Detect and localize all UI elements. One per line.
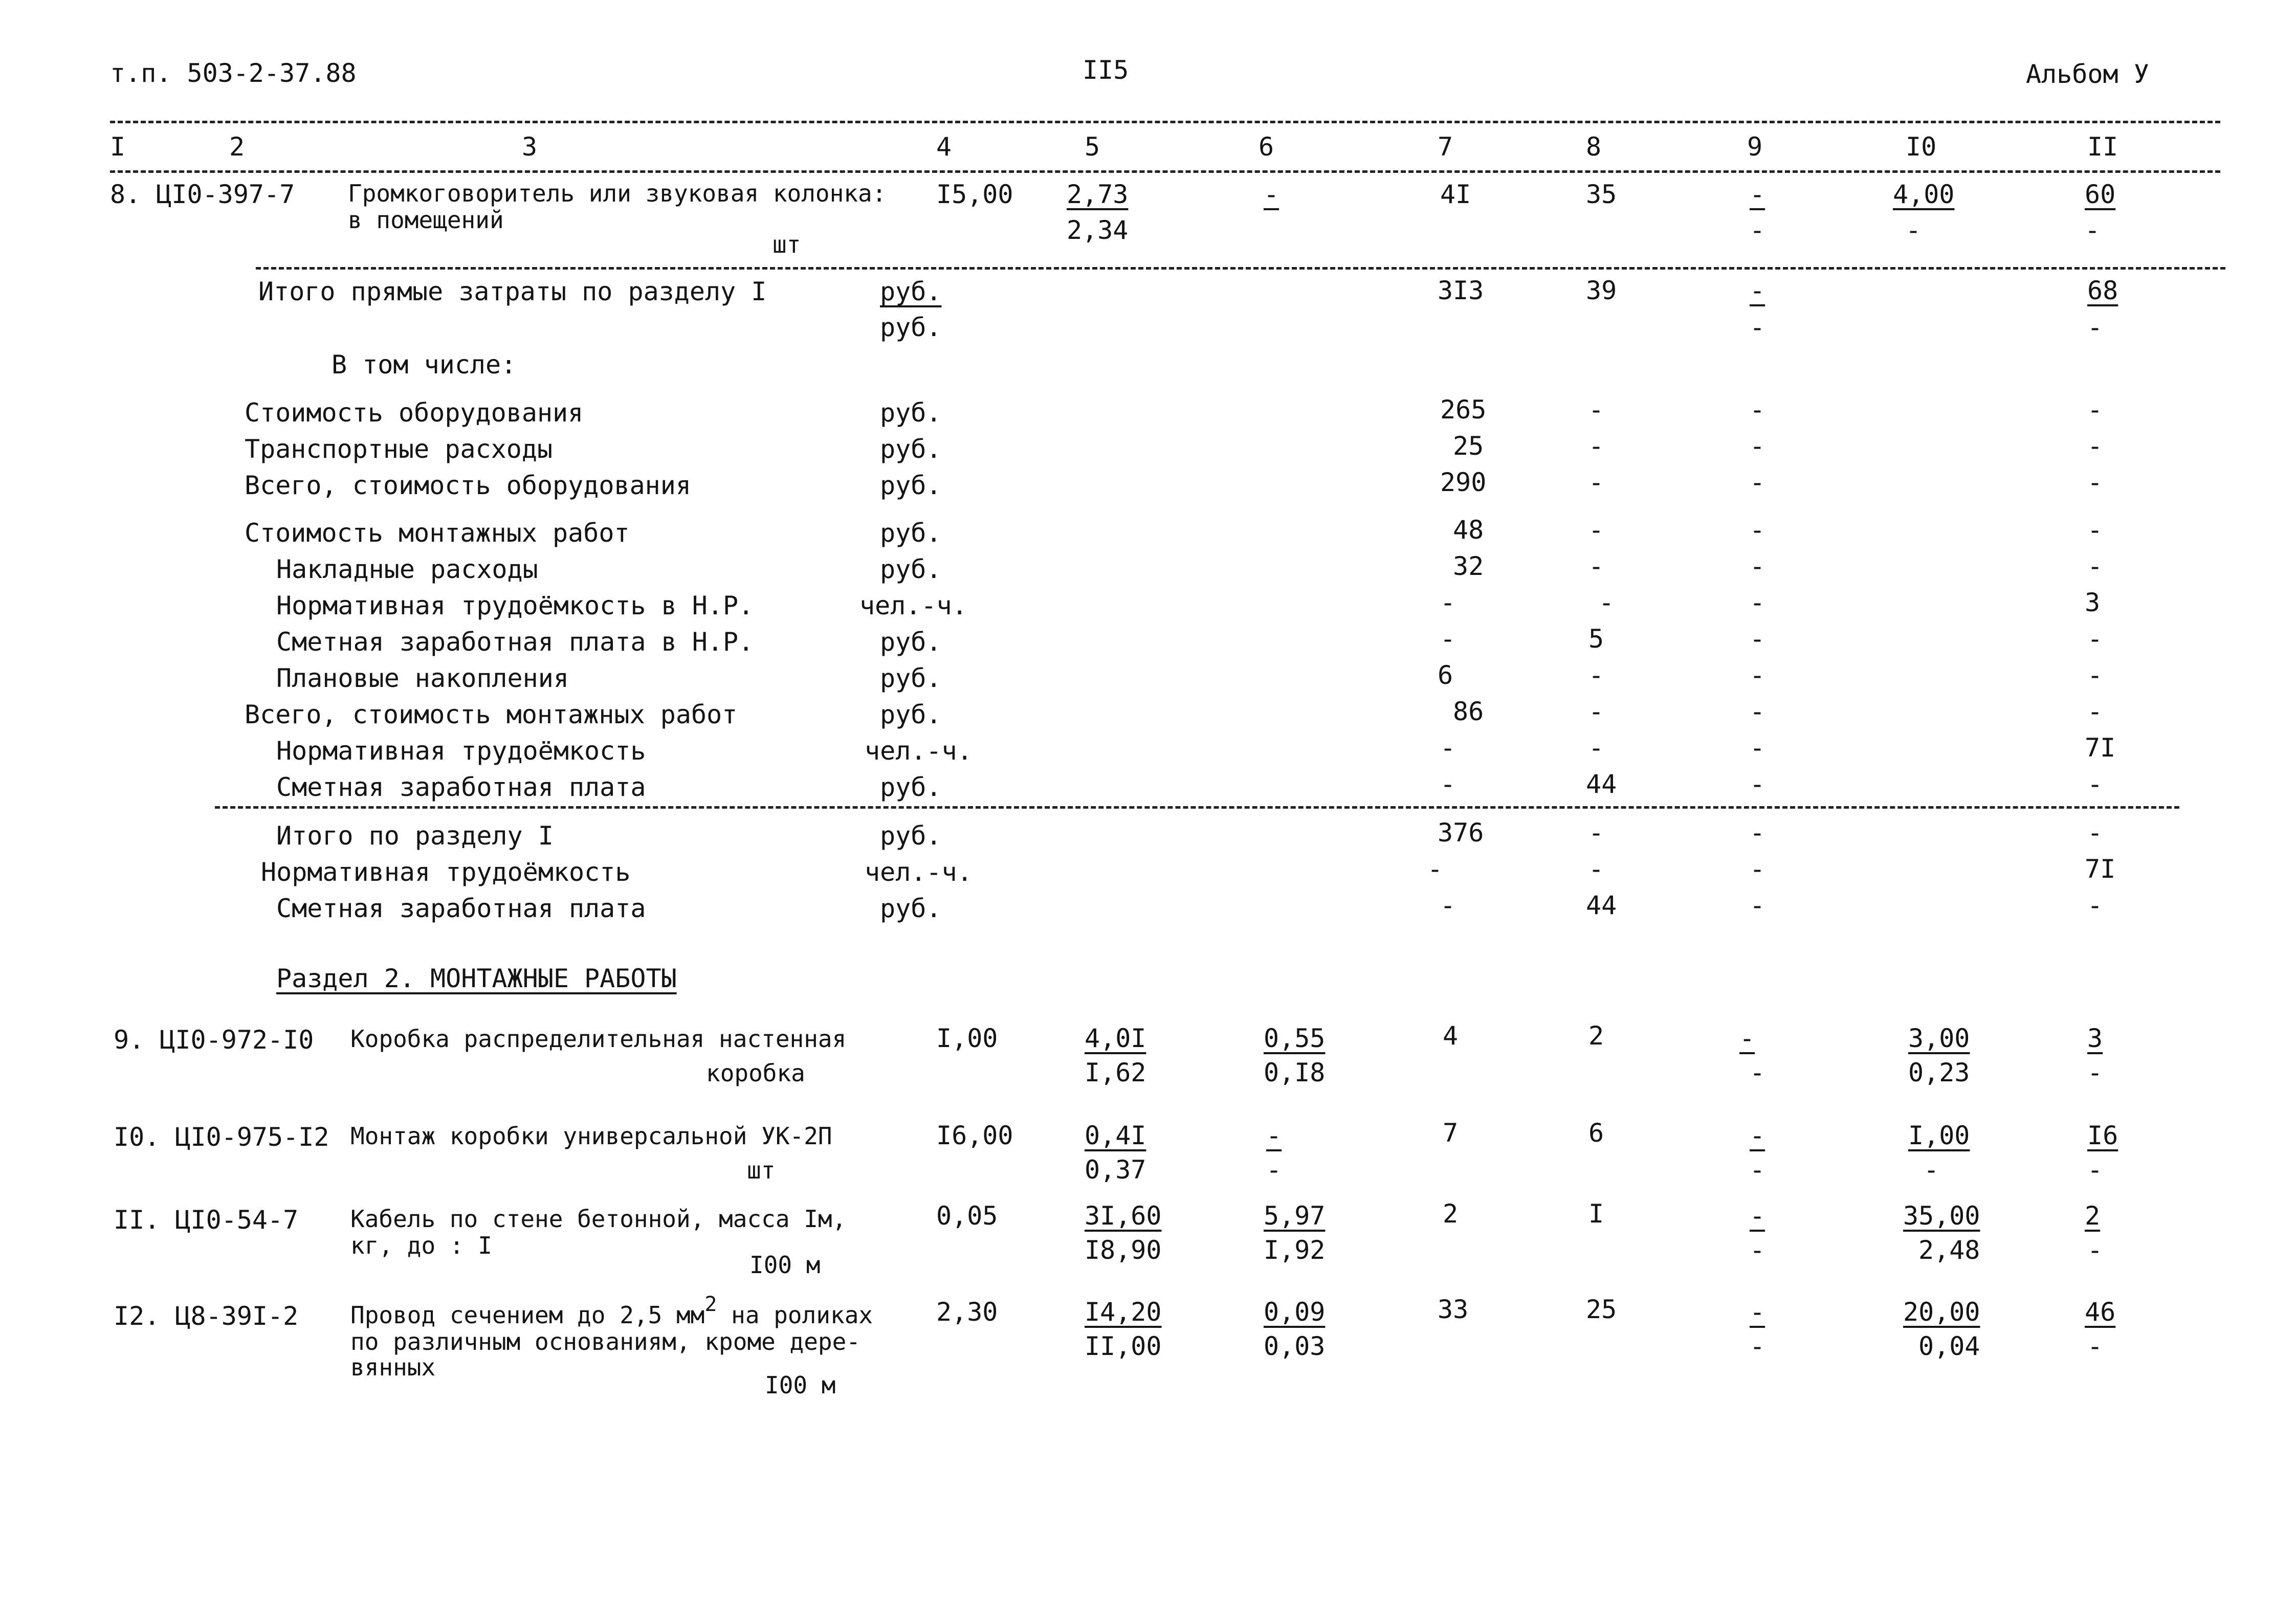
summary-row-c9: -	[1750, 733, 1765, 763]
total-row-c11: -	[2087, 818, 2103, 848]
total-row-c8: 44	[1586, 891, 1617, 920]
summary-row-label: Плановые накопления	[276, 663, 569, 693]
col-header-3: 3	[522, 132, 538, 162]
direct-costs-label: Итого прямые затраты по разделу I	[258, 277, 767, 306]
summary-row-c7: -	[1440, 733, 1456, 763]
item11-num: II. ЦI0-54-7	[114, 1205, 299, 1235]
summary-row-unit: руб.	[880, 627, 942, 657]
item12-c10-bot: 0,04	[1918, 1331, 1980, 1361]
direct-c7: 3I3	[1438, 276, 1484, 305]
item12-c6-top: 0,09	[1264, 1297, 1326, 1327]
summary-row-unit: руб.	[880, 663, 942, 693]
item12-name-main: Провод сечением до 2,5 мм	[350, 1301, 705, 1329]
item10-c10-bot: -	[1924, 1155, 1939, 1185]
summary-row-label: Транспортные расходы	[245, 434, 553, 464]
summary-row-unit: чел.-ч.	[859, 591, 967, 620]
item10-c5-top: 0,4I	[1085, 1121, 1146, 1150]
summary-row-unit: руб.	[880, 398, 942, 428]
item9-c8: 2	[1588, 1021, 1604, 1051]
item8-num: 8. ЦI0-397-7	[110, 180, 295, 209]
col-header-5: 5	[1085, 132, 1100, 162]
col-header-9: 9	[1747, 132, 1763, 162]
item12-name-1	[350, 1293, 873, 1329]
summary-row-c9: -	[1750, 697, 1765, 726]
summary-row-c11: -	[2087, 551, 2103, 581]
item9-c6-bot: 0,I8	[1264, 1058, 1326, 1087]
summary-row-label: Всего, стоимость монтажных работ	[245, 700, 738, 729]
item9-c6-top: 0,55	[1264, 1024, 1326, 1053]
item11-c7: 2	[1443, 1199, 1459, 1229]
summary-row-c8: 44	[1586, 769, 1617, 799]
item10-qty: I6,00	[936, 1121, 1013, 1150]
summary-row-label: Сметная заработная плата	[276, 772, 646, 802]
item10-c11-bot: -	[2087, 1155, 2103, 1185]
item11-c9-bot: -	[1750, 1235, 1765, 1265]
item9-c9-bot: -	[1750, 1058, 1765, 1087]
item8-c5-top: 2,73	[1067, 180, 1129, 209]
item11-unit: I00 м	[749, 1251, 821, 1279]
item8-c9-top: -	[1750, 180, 1765, 209]
col-header-10: I0	[1906, 132, 1937, 162]
summary-row-unit: руб.	[880, 471, 942, 500]
item12-c5-top: I4,20	[1085, 1297, 1162, 1327]
item10-c6-top: -	[1266, 1121, 1282, 1150]
direct-c9-bot: -	[1750, 313, 1765, 342]
header-bottom-rule	[110, 170, 2220, 173]
summary-row-c7: 86	[1453, 697, 1484, 726]
total-row-label: Итого по разделу I	[276, 821, 554, 851]
summary-row-c8: -	[1588, 468, 1604, 497]
total-row-c7: -	[1440, 891, 1456, 920]
summary-row-c8: -	[1588, 551, 1604, 581]
total-row-label: Нормативная трудоёмкость	[261, 857, 631, 887]
summary-row-c9: -	[1750, 431, 1765, 461]
col-header-7: 7	[1438, 132, 1453, 162]
item10-c10-top: I,00	[1908, 1121, 1970, 1150]
item8-name-1: Громкоговоритель или звуковая колонка:	[348, 180, 887, 207]
summary-row-c9: -	[1750, 660, 1765, 690]
summary-row-label: Нормативная трудоёмкость в Н.Р.	[276, 591, 754, 620]
summary-row-c7: -	[1440, 588, 1456, 617]
summary-row-c11: 3	[2085, 588, 2101, 617]
summary-row-c11: -	[2087, 697, 2103, 726]
item10-c8: 6	[1588, 1118, 1604, 1148]
summary-row-c7: 290	[1440, 468, 1487, 497]
total-row-c11: -	[2087, 891, 2103, 920]
summary-row-unit: руб.	[880, 554, 942, 584]
item9-name-1: Коробка распределительная настенная	[350, 1025, 847, 1053]
summary-row-unit: руб.	[880, 518, 942, 548]
item10-c9-top: -	[1750, 1121, 1765, 1150]
direct-unit-top: руб.	[880, 277, 942, 306]
summary-row-c7: -	[1440, 624, 1456, 654]
summary-row-label: Стоимость монтажных работ	[245, 518, 630, 548]
summary-row-c11: -	[2087, 624, 2103, 654]
item9-c7: 4	[1443, 1021, 1459, 1051]
item8-unit: шт	[772, 231, 801, 258]
direct-c11-bot: -	[2087, 313, 2103, 342]
item12-name-tail: на роликах	[717, 1301, 873, 1329]
item11-name-2: кг, до : I	[350, 1232, 492, 1259]
item12-num: I2. Ц8-39I-2	[114, 1301, 299, 1331]
summary-row-c11: -	[2087, 431, 2103, 461]
doc-code: т.п. 503-2-37.88	[110, 58, 357, 88]
total-row-c8: -	[1588, 818, 1604, 848]
item12-name-2: по различным основаниям, кроме дере-	[350, 1328, 860, 1355]
item11-c10-bot: 2,48	[1918, 1235, 1980, 1265]
item9-unit: коробка	[706, 1059, 805, 1087]
item9-c10-top: 3,00	[1908, 1024, 1970, 1053]
item10-unit: шт	[747, 1157, 776, 1184]
summary-row-c11: 7I	[2085, 733, 2116, 763]
item11-c11-bot: -	[2087, 1235, 2103, 1265]
item10-num: I0. ЦI0-975-I2	[114, 1122, 329, 1152]
item10-c6-bot: -	[1266, 1155, 1282, 1185]
direct-c8: 39	[1586, 276, 1617, 305]
total-row-c9: -	[1750, 818, 1765, 848]
summary-row-c9: -	[1750, 769, 1765, 799]
item11-name-1: Кабель по стене бетонной, масса Iм,	[350, 1205, 847, 1233]
item12-c5-bot: II,00	[1085, 1331, 1162, 1361]
summary-row-c8: -	[1588, 660, 1604, 690]
including-label: В том числе:	[332, 350, 517, 380]
item10-c11-top: I6	[2087, 1121, 2118, 1150]
summary-row-c7: 32	[1453, 551, 1484, 581]
total-row-c11: 7I	[2085, 854, 2116, 884]
page-number: II5	[1083, 55, 1129, 85]
summary-row-unit: руб.	[880, 772, 942, 802]
item12-name-sup: 2	[704, 1293, 717, 1316]
col-header-2: 2	[229, 132, 245, 162]
item8-c7: 4I	[1440, 180, 1471, 209]
item8-c10-top: 4,00	[1893, 180, 1955, 209]
item11-qty: 0,05	[936, 1201, 998, 1231]
summary-row-unit: чел.-ч.	[865, 736, 973, 766]
item12-c11-bot: -	[2087, 1331, 2103, 1361]
item8-c9-bot: -	[1750, 215, 1765, 245]
item9-c11-top: 3	[2087, 1024, 2103, 1053]
col-header-4: 4	[936, 132, 952, 162]
total-row-c7: -	[1427, 854, 1443, 884]
summary-row-c9: -	[1750, 468, 1765, 497]
item11-c5-top: 3I,60	[1085, 1201, 1162, 1231]
item10-c7: 7	[1443, 1118, 1459, 1148]
item9-c5-top: 4,0I	[1085, 1024, 1146, 1053]
direct-c9-top: -	[1750, 276, 1765, 305]
item9-qty: I,00	[936, 1024, 998, 1053]
summary-row-c8: -	[1588, 395, 1604, 425]
summary-row-c11: -	[2087, 468, 2103, 497]
item9-c5-bot: I,62	[1085, 1058, 1146, 1087]
summary-row-label: Сметная заработная плата в Н.Р.	[276, 627, 754, 657]
col-header-11: II	[2087, 132, 2118, 162]
item8-c11-bot: -	[2085, 215, 2101, 245]
item8-c6-top: -	[1264, 180, 1279, 209]
summary-row-c11: -	[2087, 515, 2103, 545]
summary-row-c7: 6	[1438, 660, 1453, 690]
item11-c11-top: 2	[2085, 1201, 2101, 1231]
item12-qty: 2,30	[936, 1297, 998, 1327]
item10-c5-bot: 0,37	[1085, 1155, 1146, 1185]
section-total-rule	[215, 806, 2179, 809]
total-row-label: Сметная заработная плата	[276, 894, 646, 923]
total-row-c8: -	[1588, 854, 1604, 884]
summary-row-c8: -	[1588, 431, 1604, 461]
item11-c6-bot: I,92	[1264, 1235, 1326, 1265]
summary-row-c11: -	[2087, 660, 2103, 690]
item12-c11-top: 46	[2085, 1297, 2116, 1327]
item12-unit: I00 м	[765, 1371, 836, 1399]
summary-row-unit: руб.	[880, 700, 942, 729]
item12-c9-bot: -	[1750, 1331, 1765, 1361]
summary-row-c7: -	[1440, 769, 1456, 799]
item11-c9-top: -	[1750, 1201, 1765, 1231]
direct-unit-bot: руб.	[880, 313, 942, 342]
item8-c11-top: 60	[2085, 180, 2116, 209]
summary-row-c8: -	[1588, 733, 1604, 763]
total-row-c7: 376	[1438, 818, 1484, 848]
item11-c6-top: 5,97	[1264, 1201, 1326, 1231]
item12-c9-top: -	[1750, 1297, 1765, 1327]
summary-row-c8: -	[1588, 515, 1604, 545]
item12-c7: 33	[1438, 1295, 1469, 1324]
item12-name-3: вянных	[350, 1353, 436, 1381]
summary-row-label: Стоимость оборудования	[245, 398, 584, 428]
item10-name-1: Монтаж коробки универсальной УК-2П	[350, 1122, 832, 1150]
summary-row-label: Всего, стоимость оборудования	[245, 471, 691, 500]
total-row-c9: -	[1750, 854, 1765, 884]
item12-c10-top: 20,00	[1903, 1297, 1980, 1327]
item8-qty: I5,00	[936, 180, 1013, 209]
item12-c6-bot: 0,03	[1264, 1331, 1326, 1361]
summary-row-c11: -	[2087, 769, 2103, 799]
summary-row-c8: -	[1599, 588, 1615, 617]
summary-row-c8: -	[1588, 697, 1604, 726]
item8-name-2: в помещений	[348, 206, 504, 234]
item11-c10-top: 35,00	[1903, 1201, 1980, 1231]
item12-c8: 25	[1586, 1295, 1617, 1324]
item8-c5-bot: 2,34	[1067, 215, 1129, 245]
summary-row-c9: -	[1750, 551, 1765, 581]
section2-title: Раздел 2. МОНТАЖНЫЕ РАБОТЫ	[276, 964, 677, 993]
summary-row-c7: 25	[1453, 431, 1484, 461]
summary-row-unit: руб.	[880, 434, 942, 464]
col-header-6: 6	[1259, 132, 1274, 162]
total-row-unit: чел.-ч.	[865, 857, 973, 887]
item8-c8: 35	[1586, 180, 1617, 209]
col-header-1: I	[110, 132, 126, 162]
total-row-unit: руб.	[880, 821, 942, 851]
album-label: Альбом У	[2026, 59, 2149, 89]
col-header-8: 8	[1586, 132, 1602, 162]
item8-c10-bot: -	[1906, 215, 1922, 245]
item11-c8: I	[1588, 1199, 1604, 1229]
summary-row-c11: -	[2087, 395, 2103, 425]
header-top-rule	[110, 121, 2220, 123]
item11-c5-bot: I8,90	[1085, 1235, 1162, 1265]
summary-row-label: Накладные расходы	[276, 554, 538, 584]
summary-row-c9: -	[1750, 515, 1765, 545]
summary-row-c8: 5	[1588, 624, 1604, 654]
summary-top-rule	[256, 267, 2225, 270]
summary-row-c7: 48	[1453, 515, 1484, 545]
total-row-c9: -	[1750, 891, 1765, 920]
item9-c10-bot: 0,23	[1908, 1058, 1970, 1087]
summary-row-label: Нормативная трудоёмкость	[276, 736, 646, 766]
item9-c11-bot: -	[2087, 1058, 2103, 1087]
total-row-unit: руб.	[880, 894, 942, 923]
item10-c9-bot: -	[1750, 1155, 1765, 1185]
item9-num: 9. ЦI0-972-I0	[114, 1025, 314, 1055]
item9-c9-top: -	[1739, 1024, 1755, 1053]
summary-row-c9: -	[1750, 588, 1765, 617]
summary-row-c9: -	[1750, 395, 1765, 425]
summary-row-c9: -	[1750, 624, 1765, 654]
direct-c11-top: 68	[2087, 276, 2118, 305]
summary-row-c7: 265	[1440, 395, 1487, 425]
